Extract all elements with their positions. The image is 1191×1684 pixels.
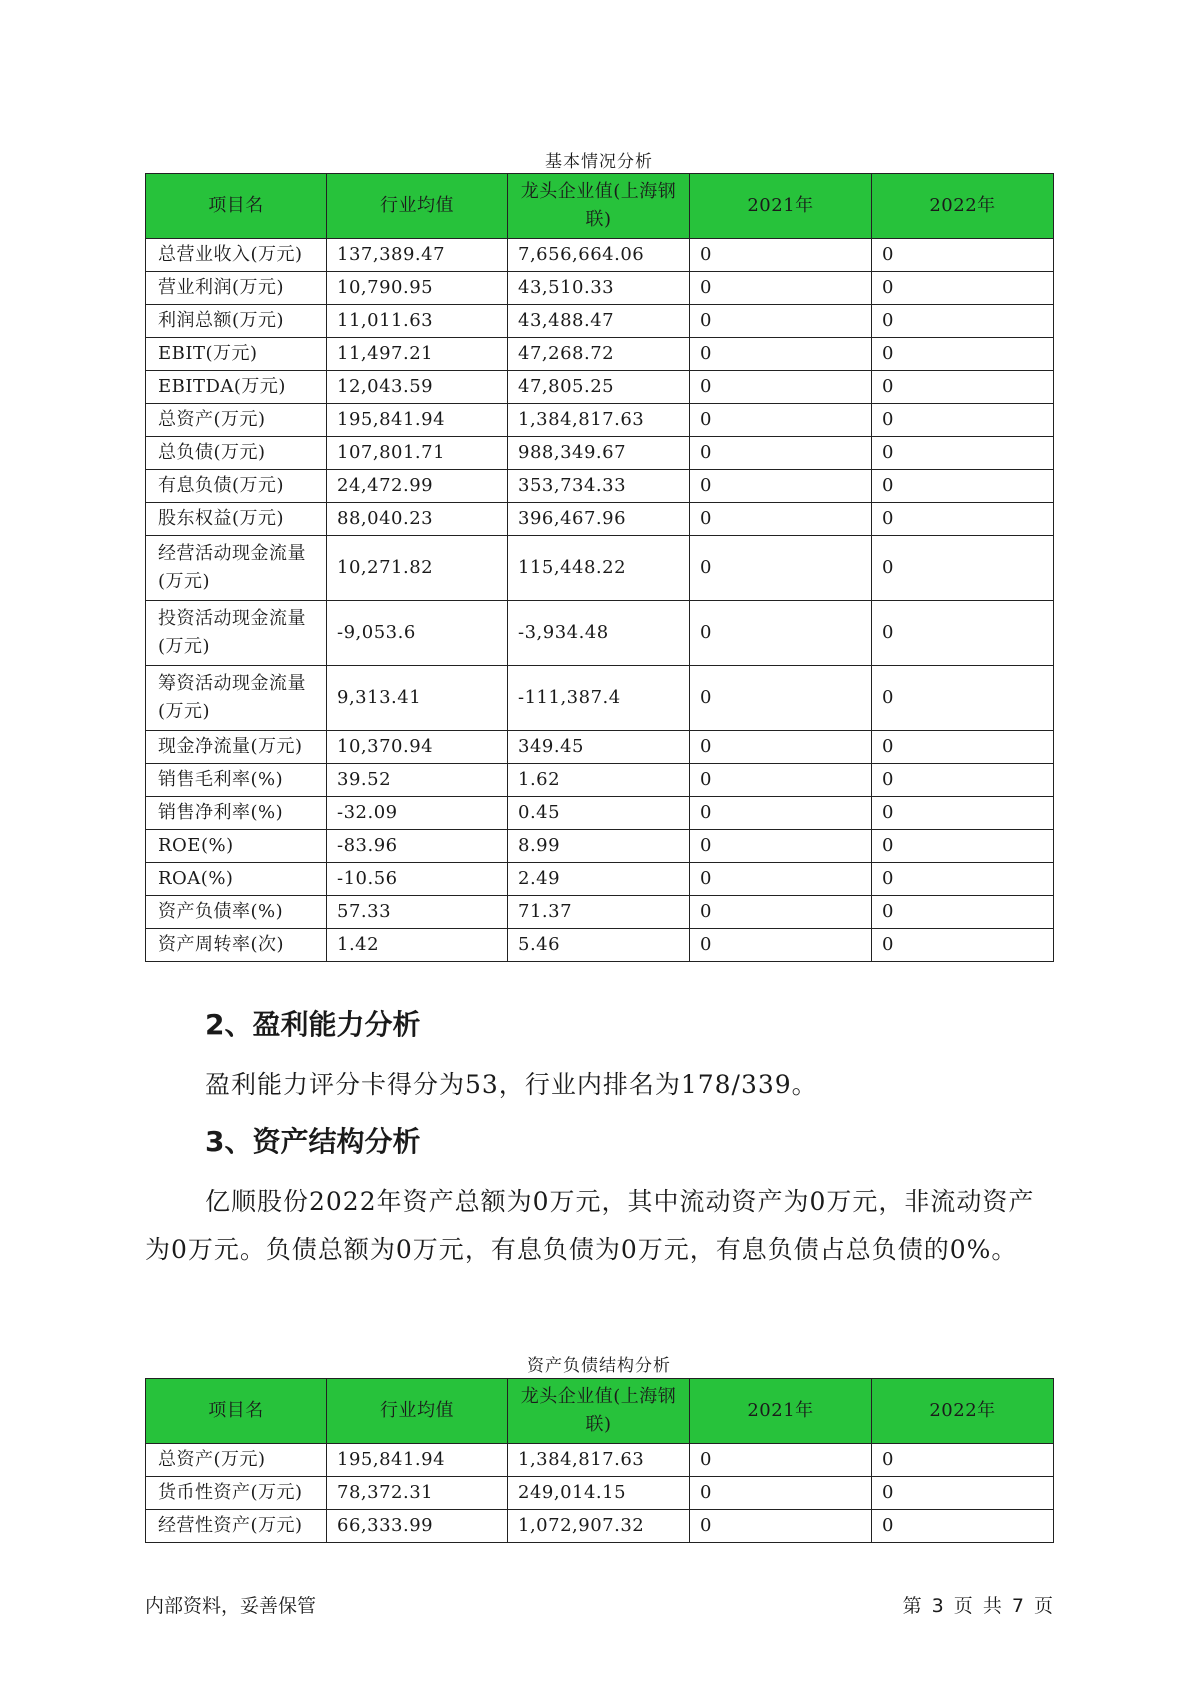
value-2021-cell: 0 [690, 731, 872, 764]
value-2022-cell: 0 [872, 1477, 1054, 1510]
value-2021-cell: 0 [690, 929, 872, 962]
industry-avg-cell: 12,043.59 [327, 371, 508, 404]
section2-paragraph: 盈利能力评分卡得分为53，行业内排名为178/339。 [205, 1070, 818, 1099]
industry-avg-cell: -10.56 [327, 863, 508, 896]
row-label: ROE(%) [146, 830, 327, 863]
value-2021-cell: 0 [690, 404, 872, 437]
value-2022-cell: 0 [872, 896, 1054, 929]
table-row [146, 272, 1054, 305]
industry-avg-cell: 11,497.21 [327, 338, 508, 371]
value-2021-cell: 0 [690, 830, 872, 863]
section2-heading: 2、盈利能力分析 [205, 1008, 421, 1041]
value-2021-cell: 0 [690, 1477, 872, 1510]
table-row [146, 830, 1054, 863]
value-2022-cell: 0 [872, 470, 1054, 503]
leader-value-cell: 0.45 [508, 797, 690, 830]
row-label: 总营业收入(万元) [146, 239, 327, 272]
leader-value-cell: 71.37 [508, 896, 690, 929]
section3-heading: 3、资产结构分析 [205, 1125, 421, 1158]
row-label: EBITDA(万元) [146, 371, 327, 404]
row-label: 现金净流量(万元) [146, 731, 327, 764]
table-row [146, 764, 1054, 797]
industry-avg-cell: 88,040.23 [327, 503, 508, 536]
table-row [146, 470, 1054, 503]
table-row [146, 896, 1054, 929]
value-2021-cell: 0 [690, 371, 872, 404]
row-label: 销售净利率(%) [146, 797, 327, 830]
table-row [146, 536, 1054, 601]
table-row [146, 338, 1054, 371]
row-label: 经营活动现金流量(万元) [146, 536, 327, 601]
asset-liability-table [145, 1378, 1054, 1543]
row-label: 总负债(万元) [146, 437, 327, 470]
table-row [146, 239, 1054, 272]
header-2021: 2021年 [690, 1379, 872, 1444]
row-label: EBIT(万元) [146, 338, 327, 371]
value-2022-cell: 0 [872, 1510, 1054, 1543]
industry-avg-cell: -83.96 [327, 830, 508, 863]
value-2022-cell: 0 [872, 305, 1054, 338]
value-2022-cell: 0 [872, 536, 1054, 601]
table-row [146, 503, 1054, 536]
row-label: 资产负债率(%) [146, 896, 327, 929]
value-2022-cell: 0 [872, 830, 1054, 863]
value-2021-cell: 0 [690, 239, 872, 272]
table-header-row [146, 174, 1054, 239]
value-2021-cell: 0 [690, 338, 872, 371]
header-item-name: 项目名 [146, 1379, 327, 1444]
table-row [146, 1444, 1054, 1477]
leader-value-cell: 1.62 [508, 764, 690, 797]
table-row [146, 666, 1054, 731]
industry-avg-cell: -32.09 [327, 797, 508, 830]
value-2022-cell: 0 [872, 1444, 1054, 1477]
row-label: 货币性资产(万元) [146, 1477, 327, 1510]
leader-value-cell: 988,349.67 [508, 437, 690, 470]
value-2022-cell: 0 [872, 338, 1054, 371]
leader-value-cell: 353,734.33 [508, 470, 690, 503]
row-label: 有息负债(万元) [146, 470, 327, 503]
leader-value-cell: 2.49 [508, 863, 690, 896]
value-2022-cell: 0 [872, 929, 1054, 962]
leader-value-cell: 5.46 [508, 929, 690, 962]
header-2022: 2022年 [872, 174, 1054, 239]
industry-avg-cell: 57.33 [327, 896, 508, 929]
basic-analysis-table [145, 173, 1054, 962]
leader-value-cell: 47,268.72 [508, 338, 690, 371]
leader-value-cell: 349.45 [508, 731, 690, 764]
header-2022: 2022年 [872, 1379, 1054, 1444]
table-row [146, 371, 1054, 404]
industry-avg-cell: 10,790.95 [327, 272, 508, 305]
table-row [146, 863, 1054, 896]
industry-avg-cell: 10,271.82 [327, 536, 508, 601]
industry-avg-cell: 107,801.71 [327, 437, 508, 470]
leader-value-cell: 47,805.25 [508, 371, 690, 404]
industry-avg-cell: 195,841.94 [327, 1444, 508, 1477]
value-2022-cell: 0 [872, 371, 1054, 404]
value-2021-cell: 0 [690, 1510, 872, 1543]
leader-value-cell: -111,387.4 [508, 666, 690, 731]
leader-value-cell: 1,384,817.63 [508, 1444, 690, 1477]
leader-value-cell: 115,448.22 [508, 536, 690, 601]
value-2021-cell: 0 [690, 437, 872, 470]
value-2021-cell: 0 [690, 863, 872, 896]
table-row [146, 305, 1054, 338]
industry-avg-cell: 39.52 [327, 764, 508, 797]
value-2021-cell: 0 [690, 666, 872, 731]
leader-value-cell: 396,467.96 [508, 503, 690, 536]
table-row [146, 1510, 1054, 1543]
row-label: 经营性资产(万元) [146, 1510, 327, 1543]
value-2021-cell: 0 [690, 470, 872, 503]
value-2022-cell: 0 [872, 764, 1054, 797]
table-row [146, 437, 1054, 470]
row-label: 利润总额(万元) [146, 305, 327, 338]
value-2022-cell: 0 [872, 731, 1054, 764]
value-2022-cell: 0 [872, 437, 1054, 470]
table-row [146, 731, 1054, 764]
leader-value-cell: -3,934.48 [508, 601, 690, 666]
row-label: 总资产(万元) [146, 404, 327, 437]
header-industry-avg: 行业均值 [327, 174, 508, 239]
section3-paragraph: 亿顺股份2022年资产总额为0万元，其中流动资产为0万元，非流动资产为0万元。负债总额为0万元，有息负债为0万元，有息负债占总负债的0%。 [145, 1187, 1035, 1264]
value-2021-cell: 0 [690, 764, 872, 797]
row-label: ROA(%) [146, 863, 327, 896]
industry-avg-cell: 10,370.94 [327, 731, 508, 764]
industry-avg-cell: 78,372.31 [327, 1477, 508, 1510]
leader-value-cell: 249,014.15 [508, 1477, 690, 1510]
header-item-name: 项目名 [146, 174, 327, 239]
value-2021-cell: 0 [690, 1444, 872, 1477]
row-label: 销售毛利率(%) [146, 764, 327, 797]
row-label: 总资产(万元) [146, 1444, 327, 1477]
row-label: 股东权益(万元) [146, 503, 327, 536]
row-label: 投资活动现金流量(万元) [146, 601, 327, 666]
header-leader-value: 龙头企业值(上海钢联) [508, 174, 690, 239]
value-2021-cell: 0 [690, 272, 872, 305]
table-row [146, 601, 1054, 666]
footer-confidential-note: 内部资料，妥善保管 [145, 1595, 317, 1617]
value-2022-cell: 0 [872, 503, 1054, 536]
value-2022-cell: 0 [872, 666, 1054, 731]
header-2021: 2021年 [690, 174, 872, 239]
leader-value-cell: 43,488.47 [508, 305, 690, 338]
table-header-row [146, 1379, 1054, 1444]
value-2021-cell: 0 [690, 503, 872, 536]
industry-avg-cell: 24,472.99 [327, 470, 508, 503]
value-2022-cell: 0 [872, 272, 1054, 305]
value-2021-cell: 0 [690, 797, 872, 830]
header-leader-value: 龙头企业值(上海钢联) [508, 1379, 690, 1444]
leader-value-cell: 43,510.33 [508, 272, 690, 305]
value-2021-cell: 0 [690, 601, 872, 666]
value-2021-cell: 0 [690, 536, 872, 601]
value-2022-cell: 0 [872, 601, 1054, 666]
industry-avg-cell: 1.42 [327, 929, 508, 962]
footer-page-number: 第 3 页 共 7 页 [902, 1595, 1053, 1617]
table1-caption: 基本情况分析 [545, 152, 653, 172]
table2-caption: 资产负债结构分析 [527, 1356, 671, 1376]
value-2021-cell: 0 [690, 896, 872, 929]
value-2021-cell: 0 [690, 305, 872, 338]
industry-avg-cell: 9,313.41 [327, 666, 508, 731]
leader-value-cell: 8.99 [508, 830, 690, 863]
value-2022-cell: 0 [872, 863, 1054, 896]
industry-avg-cell: -9,053.6 [327, 601, 508, 666]
leader-value-cell: 1,072,907.32 [508, 1510, 690, 1543]
industry-avg-cell: 66,333.99 [327, 1510, 508, 1543]
industry-avg-cell: 195,841.94 [327, 404, 508, 437]
value-2022-cell: 0 [872, 797, 1054, 830]
table-row [146, 929, 1054, 962]
industry-avg-cell: 137,389.47 [327, 239, 508, 272]
table-row [146, 404, 1054, 437]
leader-value-cell: 7,656,664.06 [508, 239, 690, 272]
row-label: 筹资活动现金流量(万元) [146, 666, 327, 731]
table-row [146, 1477, 1054, 1510]
row-label: 资产周转率(次) [146, 929, 327, 962]
table-row [146, 797, 1054, 830]
leader-value-cell: 1,384,817.63 [508, 404, 690, 437]
value-2022-cell: 0 [872, 404, 1054, 437]
header-industry-avg: 行业均值 [327, 1379, 508, 1444]
industry-avg-cell: 11,011.63 [327, 305, 508, 338]
row-label: 营业利润(万元) [146, 272, 327, 305]
value-2022-cell: 0 [872, 239, 1054, 272]
